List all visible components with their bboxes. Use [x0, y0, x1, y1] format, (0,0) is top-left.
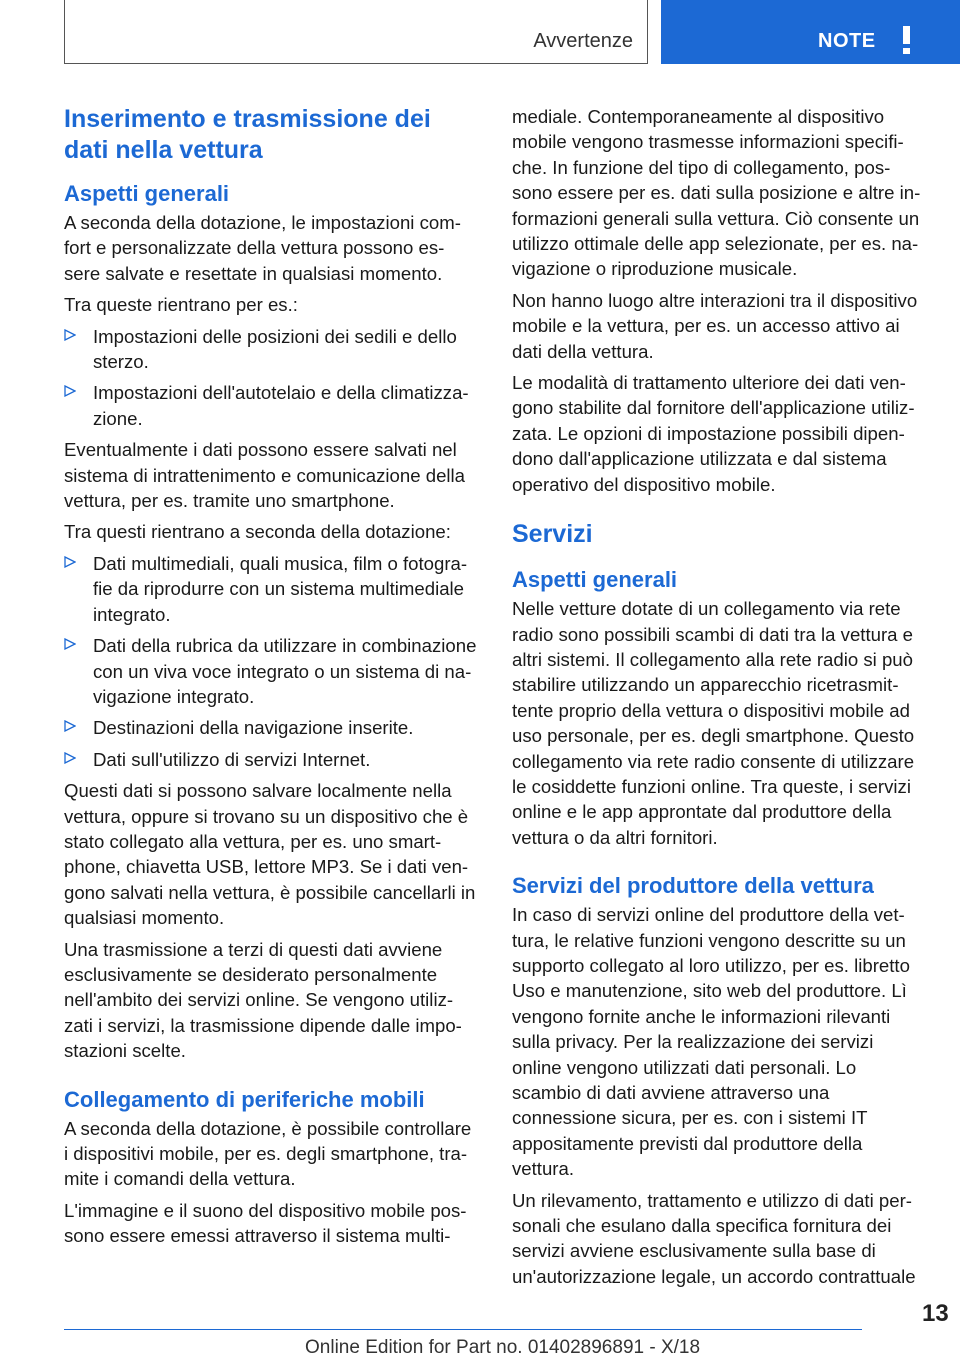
paragraph: Non hanno luogo altre interazioni tra il dispositivo mobile e la vettura, per es. un accesso attivo ai dati della vettura. — [512, 289, 918, 362]
paragraph: L'immagine e il suono del dispositivo mobile pos-sono essere emessi attraverso il sistema multi- — [64, 1199, 467, 1247]
heading-services: Servizi — [512, 520, 593, 549]
footer-edition: Online Edition for Part no. 01402896891 - X/18 — [305, 1337, 701, 1358]
paragraph: Un rilevamento, trattamento e utilizzo di dati per-sonali che esulano dalla specifica fornitura dei servizi avviene esclusivamente sulla base di un'autorizzazione legale, un accordo contrattuale — [512, 1189, 916, 1287]
paragraph: Tra questi rientrano a seconda della dotazione: — [64, 521, 451, 543]
subheading-manufacturer-services: Servizi del produttore della vettura — [512, 873, 874, 899]
triangle-right-icon — [64, 638, 76, 650]
paragraph: Questi dati si possono salvare localmente nella vettura, oppure si trovano su un dispositivo che è stato collegato alla vettura, per es. uno smart-phone, chiavetta USB, lettore MP3. Se i dati ven-gono salvati nella vettura, è possibile cancellarli in qualsiasi momento. — [64, 780, 476, 929]
list-item: Impostazioni delle posizioni dei sedili e dello sterzo. — [64, 324, 480, 375]
list-item: Dati multimediali, quali musica, film o fotogra-fie da riprodurre con un sistema multimediale integrato. — [64, 551, 480, 627]
paragraph: Una trasmissione a terzi di questi dati avviene esclusivamente se desiderato personalmente nell'ambito dei servizi online. Se vengono utiliz-zati i servizi, la trasmissione dipende dalle impo-stazioni scelte. — [64, 938, 462, 1062]
exclamation-icon — [901, 26, 911, 54]
triangle-right-icon — [64, 556, 76, 568]
note-tab — [661, 0, 960, 64]
section-title: Avvertenze — [533, 30, 633, 52]
left-column — [64, 104, 480, 1255]
paragraph: mediale. Contemporaneamente al dispositivo mobile vengono trasmesse informazioni specifi-che. In funzione del tipo di collegamento, pos-sono essere per es. dati sulla posizione e altre in-formazioni generali sulla vettura. Ciò consente un utilizzo ottimale delle app selezionate, per es. na-vigazione o riproduzione musicale. — [512, 106, 921, 280]
list-item: Dati sull'utilizzo di servizi Internet. — [64, 747, 480, 772]
triangle-right-icon — [64, 752, 76, 764]
triangle-right-icon — [64, 385, 76, 397]
subheading-general: Aspetti generali — [64, 181, 230, 206]
paragraph: In caso di servizi online del produttore della vet-tura, le relative funzioni vengono descritte su un supporto collegato al loro utilizzo, per es. libretto Uso e manutenzione, sito web del produttore. Lì vengono fornite anche le informazioni rilevanti sulla privacy. Per la realizzazione dei servizi online vengono utilizzati dati personali. Lo scambio di dati avviene attraverso una connessione sicura, per es. con i sistemi IT appositamente previsti dal produttore della vettura. — [512, 904, 910, 1180]
list-item: Impostazioni dell'autotelaio e della climatizza-zione. — [64, 380, 480, 431]
paragraph: Eventualmente i dati possono essere salvati nel sistema di intrattenimento e comunicazione della vettura, per es. tramite uno smartphone. — [64, 439, 466, 512]
paragraph: Tra queste rientrano per es.: — [64, 294, 298, 316]
page-number: 13 — [922, 1300, 949, 1327]
paragraph: Le modalità di trattamento ulteriore dei dati ven-gono stabilite dal fornitore dell'applicazione utiliz-zata. Le opzioni di impostazione possibili dipen-dono dall'applicazione utilizzata e dal sistema operativo del dispositivo mobile. — [512, 372, 915, 495]
heading-data-transmission: Inserimento e trasmissione dei dati nella vettura — [64, 105, 431, 164]
triangle-right-icon — [64, 329, 76, 341]
paragraph: A seconda della dotazione, è possibile controllare i dispositivi mobile, per es. degli smartphone, tra-mite i comandi della vettura. — [64, 1117, 472, 1190]
note-tab-label: NOTE — [818, 30, 876, 52]
list-item: Destinazioni della navigazione inserite. — [64, 715, 480, 740]
subheading-general: Aspetti generali — [512, 567, 678, 593]
triangle-right-icon — [64, 720, 76, 732]
subheading-mobile-devices: Collegamento di periferiche mobili — [64, 1086, 425, 1112]
header-section-box — [64, 0, 648, 64]
paragraph: Nelle vetture dotate di un collegamento via rete radio sono possibili scambi di dati tra la vettura e altri sistemi. Il collegamento alla rete radio si può stabilire utilizzando un apparecchio ricetrasmit-tente proprio della vettura o dispositivi mobile ad uso personale, per es. degli smartphone. Questo collegamento via rete radio consente di utilizzare le cosiddette funzioni online. Tra queste, i servizi online e le app approntate dal produttore della vettura o da altri fornitori. — [512, 598, 915, 848]
list-item: Dati della rubrica da utilizzare in combinazione con un viva voce integrato o un sistema di na-vigazione integrato. — [64, 633, 480, 709]
footer-divider — [64, 1329, 862, 1330]
right-column — [512, 104, 928, 1295]
paragraph: A seconda della dotazione, le impostazioni com-fort e personalizzate della vettura possono es-sere salvate e resettate in qualsiasi momento. — [64, 212, 461, 284]
